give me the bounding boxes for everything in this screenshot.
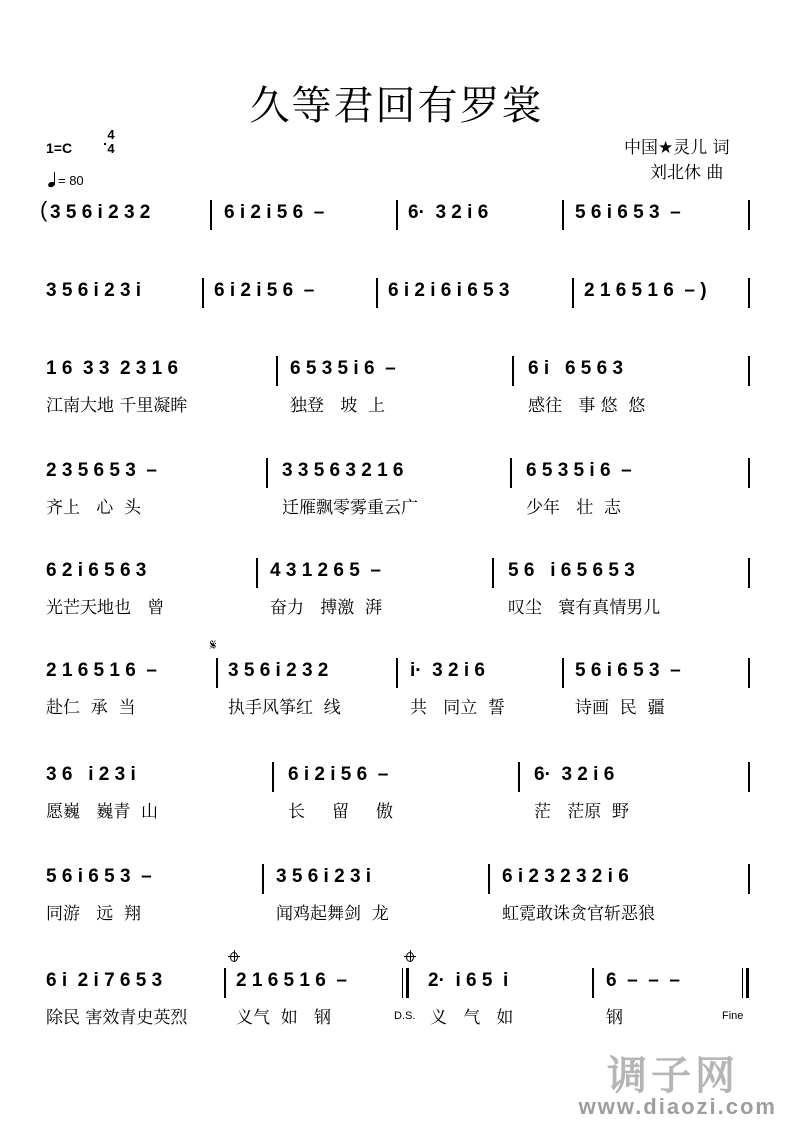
watermark-site-name: 调子网 (607, 1053, 739, 1099)
barline (748, 658, 750, 688)
measure-notes: 5 6 i 6 5 3 – (46, 866, 152, 887)
barline (748, 458, 750, 488)
barline (562, 658, 564, 688)
barline (262, 864, 264, 894)
measure-notes: 6 2 i 6 5 6 3 (46, 560, 147, 581)
measure-notes: 6 – – – (606, 970, 680, 991)
barline (488, 864, 490, 894)
lyric-line: 钢 (606, 1008, 623, 1028)
barline (518, 762, 520, 792)
measure-notes: 6 i 2 i 5 6 – (224, 202, 325, 223)
measure-notes: 2· i 6 5 i (428, 970, 509, 991)
lyric-line: 迁雁飘零雾重云广 (282, 498, 418, 518)
tempo-mark (48, 173, 84, 188)
barline (276, 356, 278, 386)
measure-notes: 2 3 5 6 5 3 – (46, 460, 157, 481)
time-signature (104, 128, 118, 156)
lyricist-credit: 中国★灵儿 词 (624, 138, 730, 158)
lyric-line: 共 同立 誓 (410, 698, 506, 718)
barline (492, 558, 494, 588)
measure-notes: 3 6 i 2 3 i (46, 764, 136, 785)
lyric-line: 除民 害效青史英烈 (46, 1008, 188, 1028)
barline (748, 558, 750, 588)
barline (224, 968, 226, 998)
barline (572, 278, 574, 308)
lyric-line: 诗画 民 疆 (575, 698, 665, 718)
quarter-note-icon (48, 173, 58, 187)
measure-notes: 3 5 6 i 2 3 i (276, 866, 372, 887)
measure-notes: 6 i 6 5 6 3 (528, 358, 624, 379)
coda-icon (228, 950, 240, 962)
lyric-line: 赴仁 承 当 (46, 698, 136, 718)
lyric-line: 少年 壮 志 (526, 498, 622, 518)
barline (216, 658, 218, 688)
time-signature-top: 4 (107, 127, 115, 142)
barline (272, 762, 274, 792)
coda-icon (404, 950, 416, 962)
lyric-line: 虹霓敢诛贪官斩恶狼 (502, 904, 655, 924)
measure-notes: 3 5 6 i 2 3 i (46, 280, 142, 301)
measure-notes: 5 6 i 6 5 6 5 3 (508, 560, 635, 581)
measure-notes: 6 i 2 i 7 6 5 3 (46, 970, 163, 991)
song-title: 久等君回有罗裳 (249, 83, 544, 129)
lyric-line: 江南大地 千里凝眸 (46, 396, 188, 416)
measure-notes: 6 5 3 5 i 6 – (290, 358, 396, 379)
barline (512, 356, 514, 386)
lyric-line: 光芒天地也 曾 (46, 598, 165, 618)
measure-notes: 2 1 6 5 1 6 – (46, 660, 157, 681)
measure-notes: 6 i 2 i 5 6 – (288, 764, 389, 785)
measure-notes: 2 1 6 5 1 6 – (236, 970, 347, 991)
barline (748, 762, 750, 792)
barline (748, 864, 750, 894)
barline (210, 200, 212, 230)
key-signature: 1=C (46, 140, 73, 156)
double-barline (402, 968, 410, 998)
composer-credit: 刘北休 曲 (650, 163, 724, 183)
barline (592, 968, 594, 998)
barline (202, 278, 204, 308)
ds-mark: D.S. (394, 1010, 416, 1022)
lyric-line: 独登 坡 上 (290, 396, 386, 416)
lyric-line: 茫 茫原 野 (534, 802, 630, 822)
lyric-line: 齐上 心 头 (46, 498, 142, 518)
barline (376, 278, 378, 308)
measure-notes: 6 i 2 3 2 3 2 i 6 (502, 866, 629, 887)
lyric-line: 愿巍 巍青 山 (46, 802, 159, 822)
measure-notes: 6 i 2 i 6 i 6 5 3 (388, 280, 510, 301)
barline (748, 200, 750, 230)
barline (510, 458, 512, 488)
measure-notes: 1 6 3 3 2 3 1 6 (46, 358, 179, 379)
measure-notes: 6· 3 2 i 6 (534, 764, 615, 785)
measure-notes: 4 3 1 2 6 5 – (270, 560, 381, 581)
measure-notes: i· 3 2 i 6 (410, 660, 485, 681)
lyric-line: 感往 事 悠 悠 (528, 396, 646, 416)
measure-notes: 3 5 6 i 2 3 2 (228, 660, 329, 681)
barline (748, 278, 750, 308)
segno-icon: 𝄋 (210, 636, 217, 654)
lyric-line: 义气 如 钢 (236, 1008, 332, 1028)
lyric-line: 执手风筝红 线 (228, 698, 341, 718)
lyric-line: 同游 远 翔 (46, 904, 142, 924)
measure-notes: 2 1 6 5 1 6 – ) (584, 280, 707, 301)
measure-notes: 6 i 2 i 5 6 – (214, 280, 315, 301)
barline (266, 458, 268, 488)
lyric-line: 义 气 如 (430, 1008, 514, 1028)
barline (396, 658, 398, 688)
barline (748, 356, 750, 386)
lyric-line: 长 留 傲 (288, 802, 394, 822)
lyric-line: 闻鸡起舞剑 龙 (276, 904, 389, 924)
repeat-open-paren: ( (40, 197, 48, 222)
lyric-line: 叹尘 寰有真情男儿 (508, 598, 661, 618)
tempo-value: = 80 (58, 173, 84, 188)
barline (396, 200, 398, 230)
measure-notes: 3 3 5 6 3 2 1 6 (282, 460, 404, 481)
watermark-url: www.diaozi.com (578, 1094, 777, 1119)
measure-notes: 5 6 i 6 5 3 – (575, 202, 681, 223)
barline (562, 200, 564, 230)
final-barline (742, 968, 750, 998)
barline (256, 558, 258, 588)
measure-notes: 6· 3 2 i 6 (408, 202, 489, 223)
fine-mark: Fine (722, 1010, 744, 1022)
measure-notes: 3 5 6 i 2 3 2 (50, 202, 151, 223)
lyric-line: 奋力 搏激 湃 (270, 598, 383, 618)
measure-notes: 6 5 3 5 i 6 – (526, 460, 632, 481)
measure-notes: 5 6 i 6 5 3 – (575, 660, 681, 681)
time-signature-bottom: 4 (107, 141, 115, 156)
